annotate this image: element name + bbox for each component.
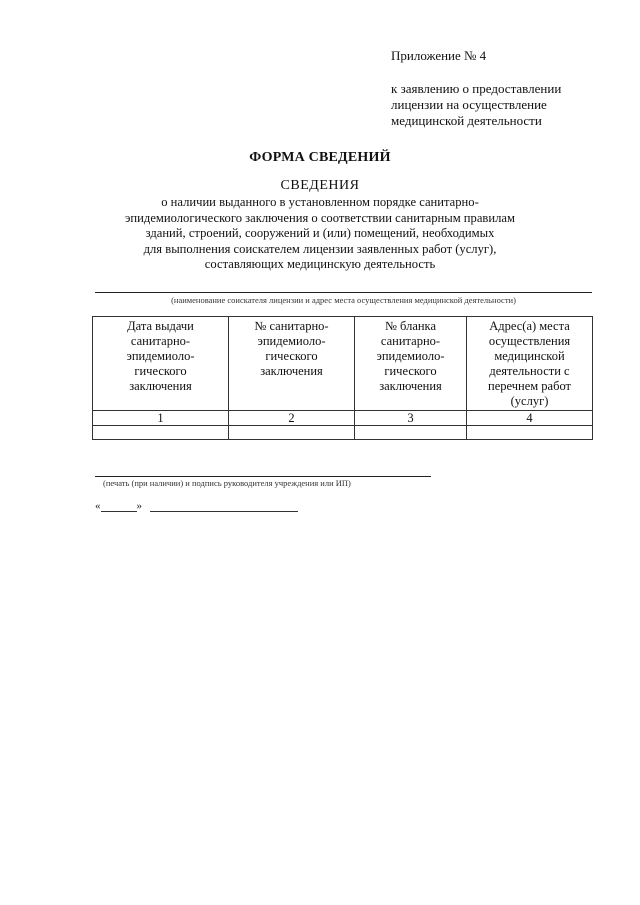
appendix-line: к заявлению о предоставлении bbox=[391, 81, 562, 96]
appendix-number: Приложение № 4 bbox=[391, 48, 487, 63]
column-number: 4 bbox=[467, 411, 593, 426]
appendix-block bbox=[391, 48, 621, 129]
header-text-line: заключения bbox=[260, 364, 323, 378]
table-cell-empty[interactable] bbox=[355, 426, 467, 440]
header-text-line: № санитарно- bbox=[254, 319, 329, 333]
certificate-table bbox=[92, 316, 593, 440]
table-cell-empty[interactable] bbox=[229, 426, 355, 440]
header-activity-address bbox=[467, 317, 593, 411]
header-text-line: гического bbox=[134, 364, 187, 378]
info-description bbox=[0, 195, 640, 273]
applicant-name-field-line[interactable] bbox=[95, 292, 592, 293]
header-text-line: эпидемиоло- bbox=[257, 334, 326, 348]
info-title: СВЕДЕНИЯ bbox=[280, 178, 360, 193]
info-description-line: составляющих медицинскую деятельность bbox=[204, 257, 436, 271]
header-text-line: эпидемиоло- bbox=[126, 349, 195, 363]
header-text-line: Адрес(а) места bbox=[489, 319, 570, 333]
date-day-blank[interactable] bbox=[101, 501, 137, 512]
header-text-line: заключения bbox=[129, 379, 192, 393]
signature-caption: (печать (при наличии) и подпись руководителя учреждения или ИП) bbox=[103, 478, 351, 488]
header-text-line: осуществления bbox=[488, 334, 571, 348]
header-issue-date bbox=[93, 317, 229, 411]
column-number: 1 bbox=[93, 411, 229, 426]
appendix-line: лицензии на осуществление bbox=[391, 97, 547, 112]
header-text-line: № бланка bbox=[384, 319, 436, 333]
table-row bbox=[93, 426, 593, 440]
date-close-quote: » bbox=[136, 500, 142, 512]
header-text-line: эпидемиоло- bbox=[376, 349, 445, 363]
header-text-line: заключения bbox=[379, 379, 442, 393]
info-description-line: для выполнения соискателем лицензии заявленных работ (услуг), bbox=[143, 241, 497, 256]
applicant-caption: (наименование соискателя лицензии и адрес места осуществления медицинской деятельности) bbox=[171, 295, 516, 305]
header-text-line: деятельности с bbox=[489, 364, 570, 378]
header-text-line: (услуг) bbox=[510, 394, 549, 408]
header-text-line: медицинской bbox=[494, 349, 565, 363]
table-cell-empty[interactable] bbox=[467, 426, 593, 440]
column-number: 3 bbox=[355, 411, 467, 426]
table-number-row bbox=[93, 411, 593, 426]
header-form-number bbox=[355, 317, 467, 411]
header-text-line: гического bbox=[265, 349, 318, 363]
signature-field-line[interactable] bbox=[95, 476, 431, 477]
info-description-line: о наличии выданного в установленном порядке санитарно- bbox=[161, 195, 479, 209]
header-text-line: санитарно- bbox=[130, 334, 191, 348]
info-description-line: зданий, строений, сооружений и (или) помещений, необходимых bbox=[145, 226, 495, 240]
header-certificate-number bbox=[229, 317, 355, 411]
appendix-line: медицинской деятельности bbox=[391, 113, 542, 128]
header-text-line: гического bbox=[384, 364, 437, 378]
date-open-quote: « bbox=[95, 500, 101, 512]
table-cell-empty[interactable] bbox=[93, 426, 229, 440]
date-field bbox=[95, 500, 298, 512]
header-text-line: перечнем работ bbox=[488, 379, 571, 393]
column-number: 2 bbox=[229, 411, 355, 426]
date-month-year-blank[interactable] bbox=[150, 501, 298, 512]
form-title: ФОРМА СВЕДЕНИЙ bbox=[249, 150, 391, 165]
info-description-line: эпидемиологического заключения о соответствии санитарным правилам bbox=[125, 210, 515, 225]
table-header-row bbox=[93, 317, 593, 411]
header-text-line: санитарно- bbox=[380, 334, 441, 348]
header-text-line: Дата выдачи bbox=[127, 319, 194, 333]
